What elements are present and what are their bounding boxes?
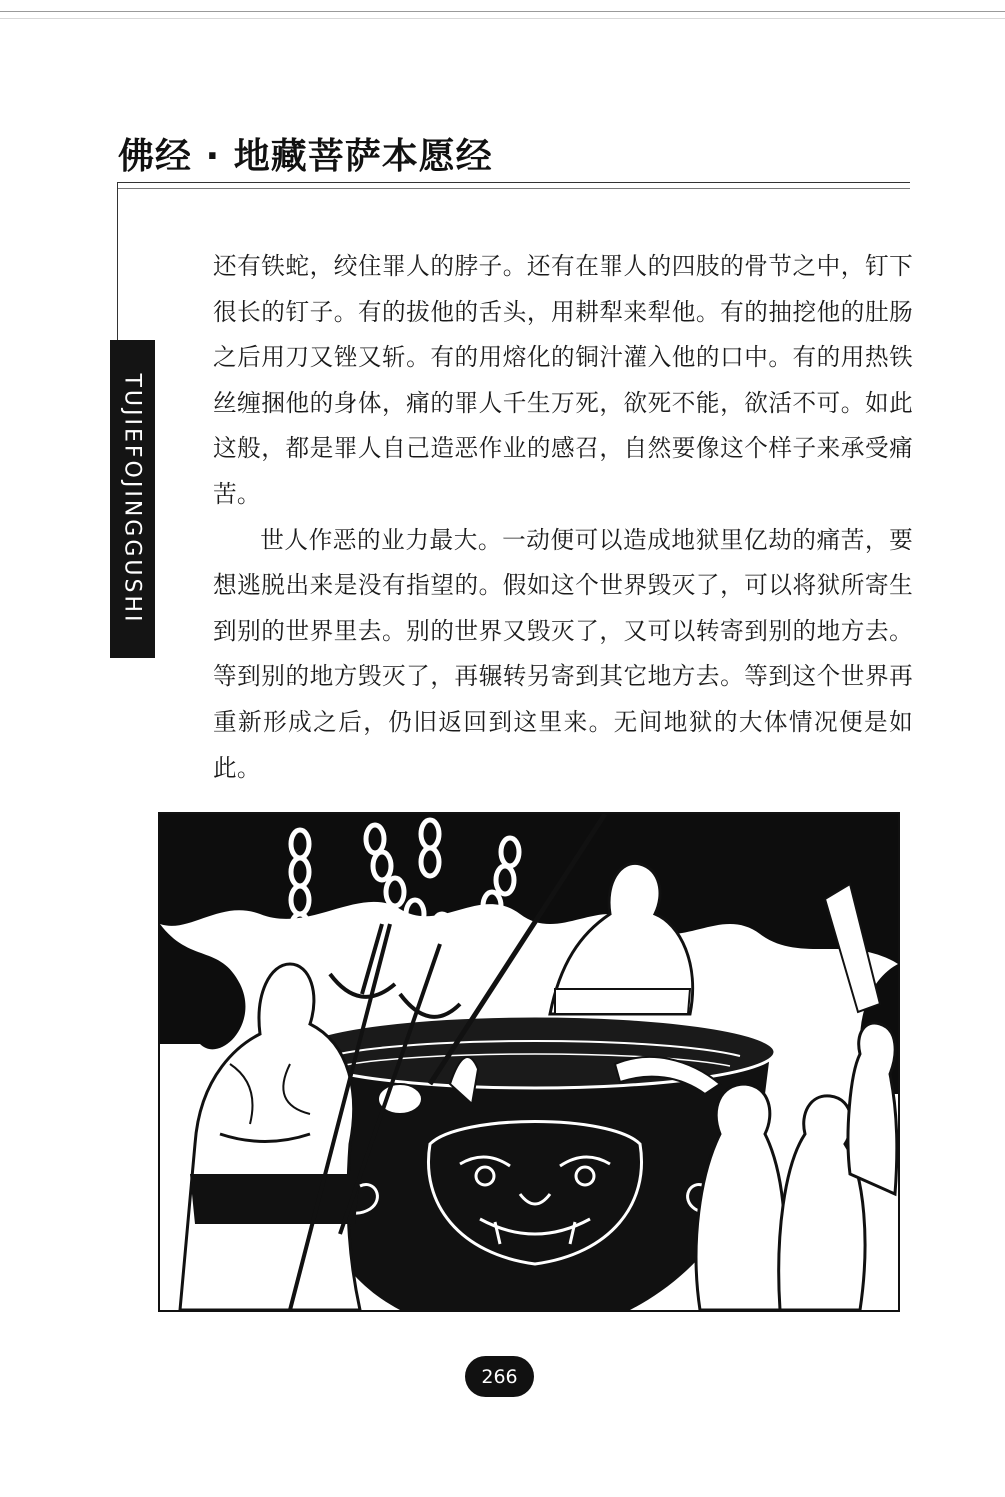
body-text [213,244,913,791]
illustration-drawing [160,814,898,1310]
book-title: 佛经 · 地藏菩萨本愿经 [118,136,493,177]
series-side-tab-label: TUJIEFOJINGGUSHI [119,373,145,625]
header-rule-thin [118,188,910,189]
paragraph: 还有铁蛇，绞住罪人的脖子。还有在罪人的四肢的骨节之中，钉下很长的钉子。有的拔他的舌头，用耕犁来犁他。有的抽挖他的肚肠之后用刀又锉又斩。有的用熔化的铜汁灌入他的口中。有的用热铁丝缠捆他的身体，痛的罪人千生万死，欲死不能，欲活不可。如此这般，都是罪人自己造恶作业的感召，自然要像这个样子来承受痛苦。 [213,252,913,508]
top-page-edge-rule [0,11,1005,12]
header-vertical-rule [117,182,118,342]
paragraph: 世人作恶的业力最大。一动便可以造成地狱里亿劫的痛苦，要想逃脱出来是没有指望的。假如这个世界毁灭了，可以将狱所寄生到别的世界里去。别的世界又毁灭了，又可以转寄到别的地方去。等到别的地方毁灭了，再辗转另寄到其它地方去。等到这个世界再重新形成之后，仍旧返回到这里来。无间地狱的大体情况便是如此。 [213,525,913,782]
page-number-badge: 266 [465,1356,534,1397]
hell-cauldron-illustration [158,812,900,1312]
top-page-edge-rule-faint [0,18,1005,19]
header-rule [118,182,910,183]
